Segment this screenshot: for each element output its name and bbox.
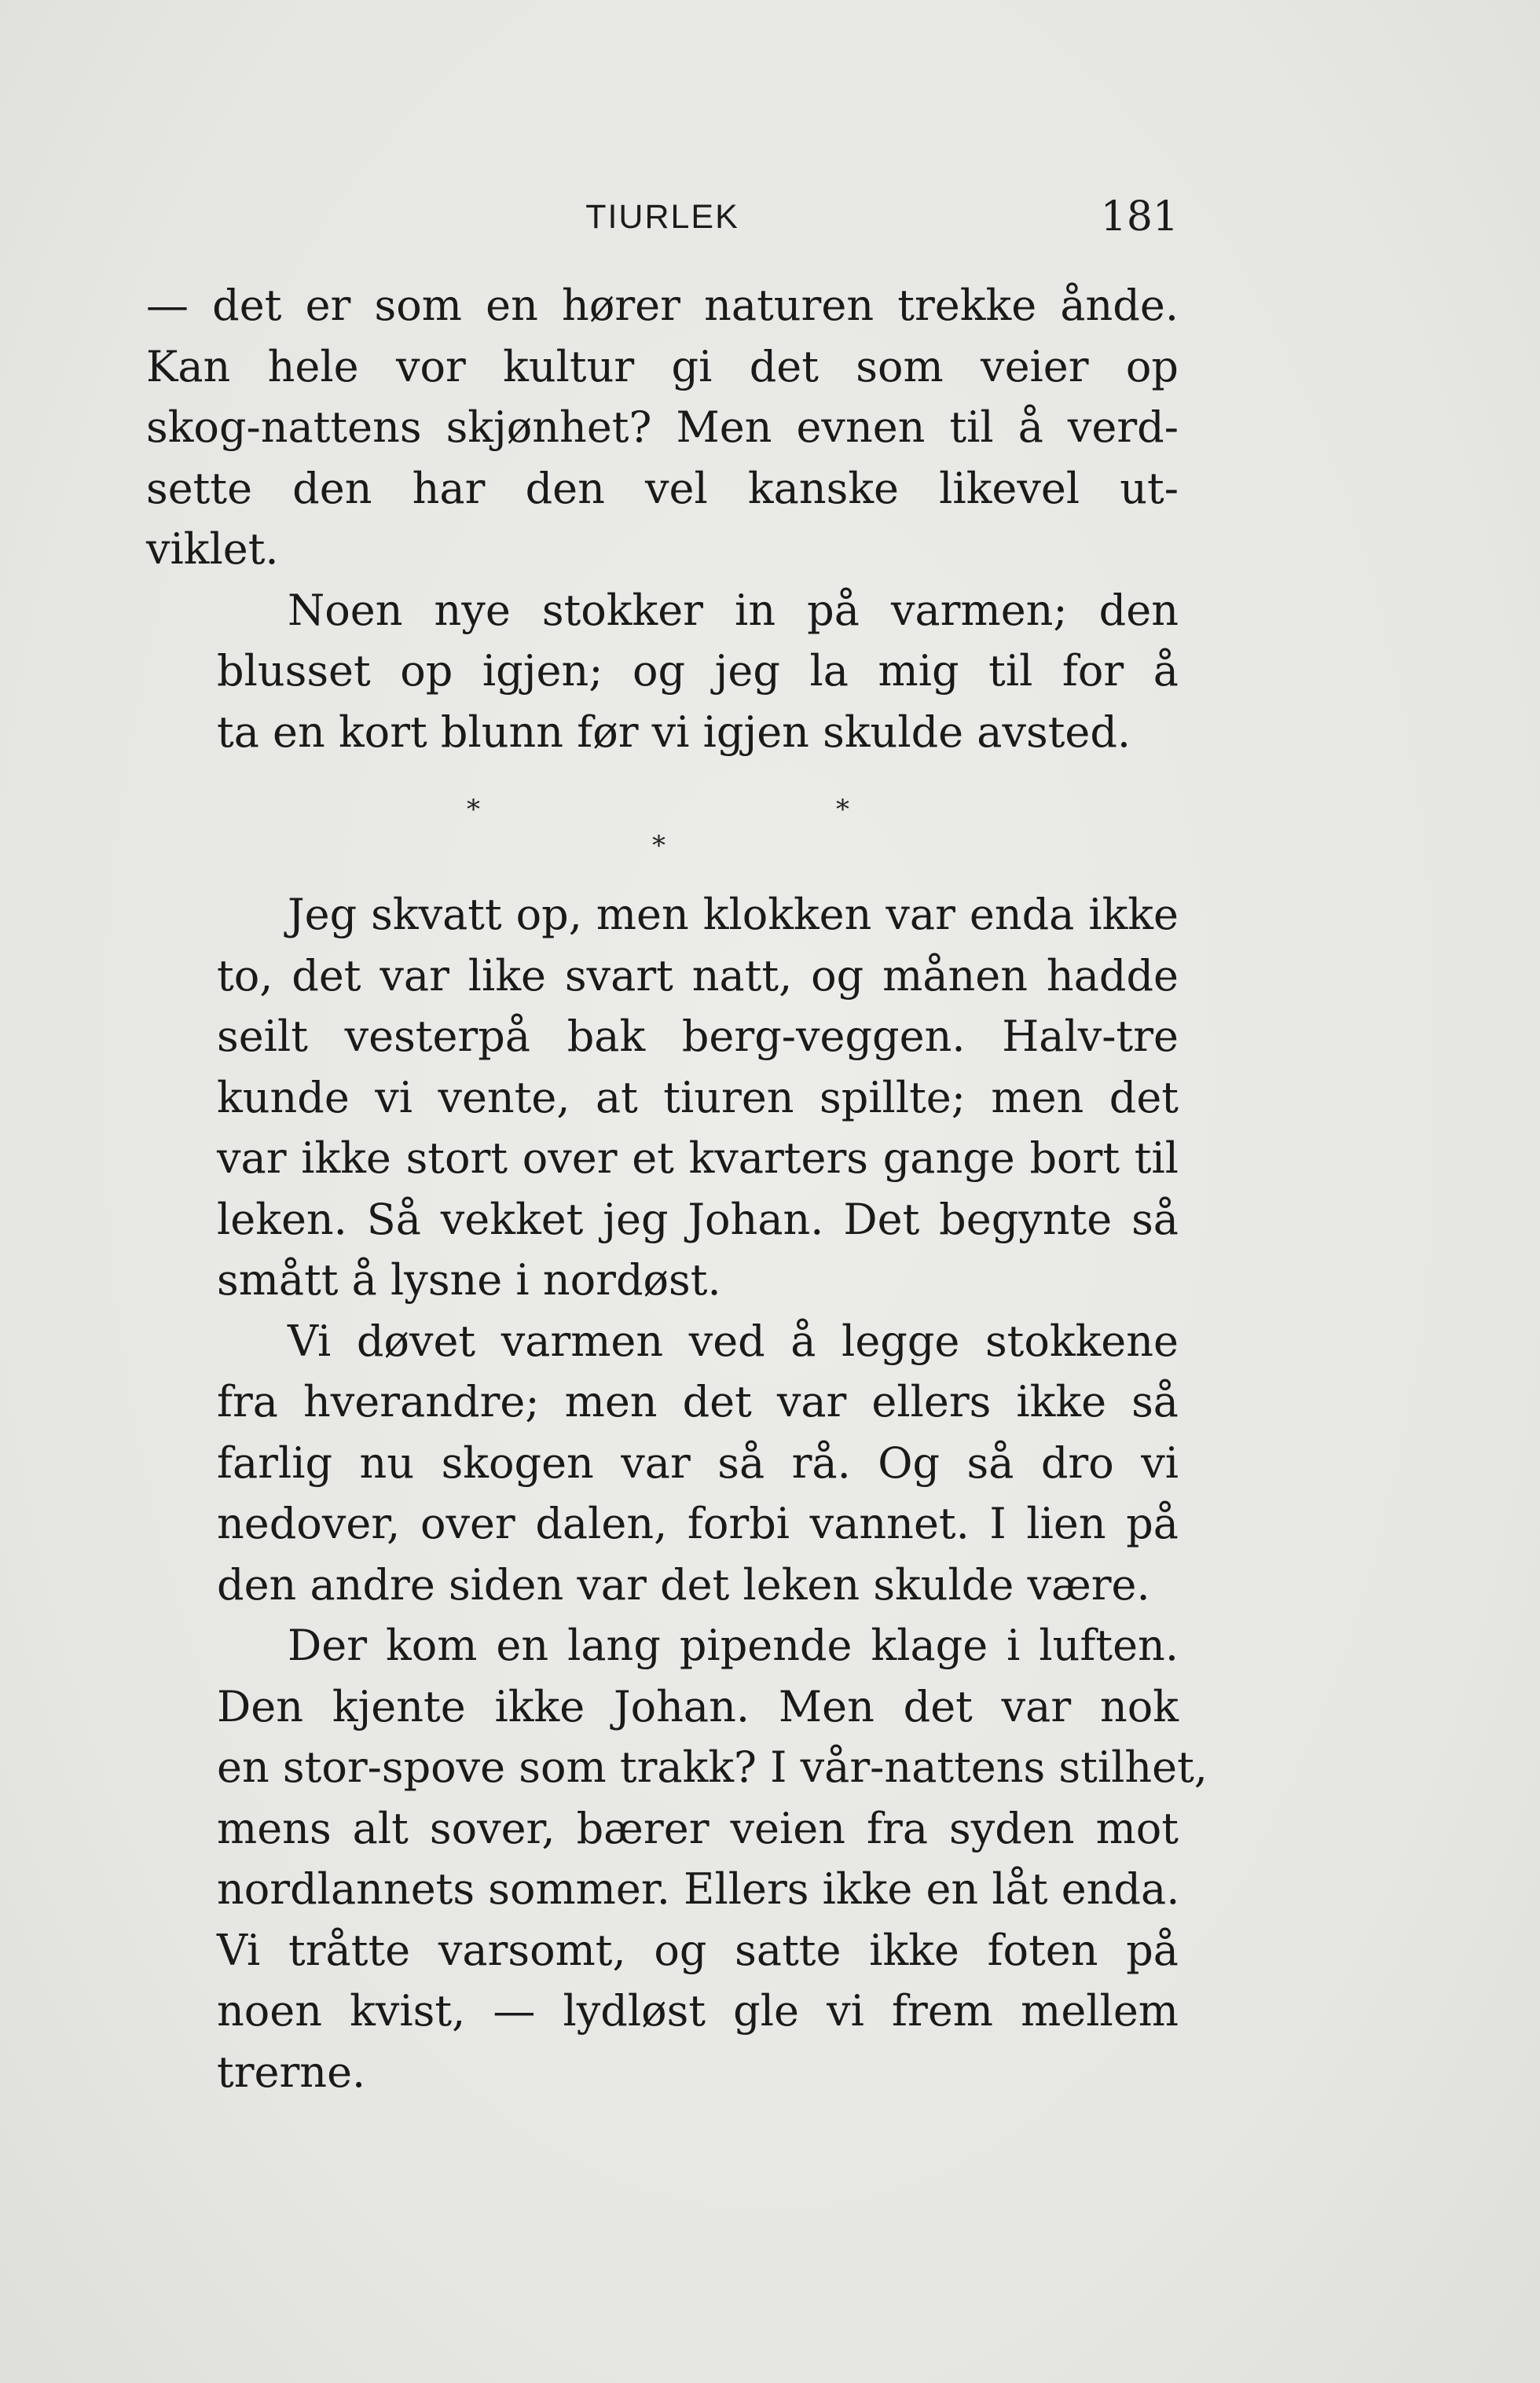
text-line: Vi tråtte varsomt, og satte ikke foten på (217, 1925, 1179, 1975)
body-text (146, 275, 1208, 2102)
text-line: farlig nu skogen var så rå. Og så dro vi (217, 1438, 1179, 1488)
text-line: sette den har den vel kanske likevel ut- (146, 463, 1179, 513)
text-line: Vi døvet varmen ved å legge stokkene (288, 1316, 1179, 1366)
text-line: noen kvist, — lydløst gle vi frem mellem (217, 1986, 1179, 2036)
text-line: Der kom en lang pipende klage i luften. (288, 1621, 1179, 1670)
section-break-asterism (146, 762, 1179, 884)
asterisk-middle: * (652, 830, 666, 861)
text-line: kunde vi vente, at tiuren spillte; men det (217, 1072, 1179, 1122)
text-line: seilt vesterpå bak berg-veggen. Halv-tre (217, 1012, 1179, 1061)
paragraph-1 (146, 275, 1179, 580)
text-line: Kan hele vor kultur gi det som veier op (146, 341, 1179, 391)
text-line: en stor-spove som trakk? I vår-nattens stilhet, (217, 1742, 1208, 1792)
text-line: var ikke stort over et kvarters gange bort til (217, 1133, 1179, 1183)
text-line: fra hverandre; men det var ellers ikke så (217, 1377, 1179, 1426)
paragraph-3 (146, 884, 1179, 1311)
text-line: Den kjente ikke Johan. Men det var nok (217, 1681, 1179, 1731)
paragraph-5 (146, 1615, 1208, 2102)
text-line: Noen nye stokker in på varmen; den (288, 585, 1179, 635)
text-line: nedover, over dalen, forbi vannet. I lien på (217, 1499, 1179, 1548)
text-line: mens alt sover, bærer veien fra syden mot (217, 1803, 1179, 1853)
asterisk-right: * (836, 794, 849, 825)
running-title: TIURLEK (585, 198, 739, 236)
text-line: to, det var like svart natt, og månen hadde (217, 950, 1179, 1001)
asterisk-left: * (467, 794, 480, 825)
text-line: ta en kort blunn før vi igjen skulde avsted. (217, 707, 1131, 757)
text-line: leken. Så vekket jeg Johan. Det begynte så (217, 1194, 1179, 1244)
running-header (146, 193, 1179, 248)
page-number: 181 (1100, 193, 1179, 241)
text-line: den andre siden var det leken skulde være. (217, 1559, 1150, 1610)
text-line: smått å lysne i nordøst. (217, 1255, 721, 1305)
paragraph-2 (146, 580, 1179, 763)
text-line: trerne. (217, 2047, 366, 2097)
text-line: nordlannets sommer. Ellers ikke en låt enda. (217, 1864, 1180, 1914)
paragraph-4 (146, 1311, 1179, 1616)
text-line: viklet. (146, 524, 279, 574)
text-line: blusset op igjen; og jeg la mig til for å (217, 646, 1179, 696)
text-line: — det er som en hører naturen trekke ånde. (146, 281, 1179, 330)
text-line: skog-nattens skjønhet? Men evnen til å verd- (146, 402, 1179, 452)
text-line: Jeg skvatt op, men klokken var enda ikke (288, 890, 1179, 939)
